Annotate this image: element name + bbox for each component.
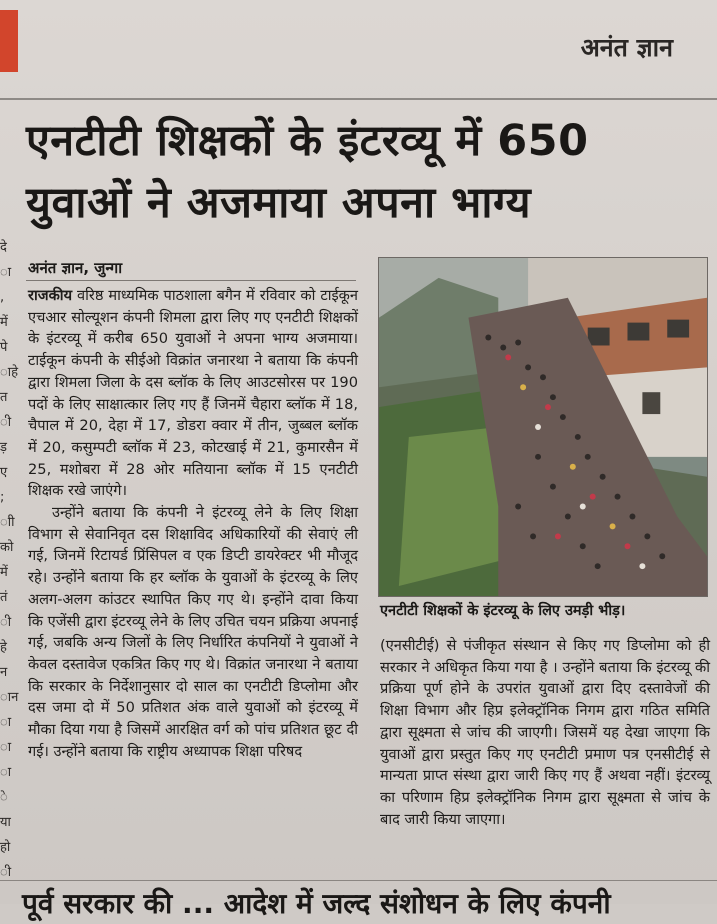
article-paragraph-2: उन्होंने बताया कि कंपनी ने इंटरव्यू लेने के लिए शिक्षा विभाग से सेवानिवृत दस शिक्षाविद अधिकारियों की सेवाएं ली गई, जिनमें रिटायर्ड प्रिंसिपल व एक डिप्टी डायरेक्टर भी मौजूद रहे। उन्होंने बताया कि हर ब्लॉक के युवाओं के इंटरव्यू के लिए अलग-अलग कांउटर स्थापित किए गए थे। इन्होंने दावा किया कि एजेंसी द्वारा इंटरव्यू लेने के लिए उचित चयन प्रक्रिया अपनाई गई, जबकि अन्य जिलों के लिए निर्धारित कंपनियों ने युवाओं ने केवल दस्तावेज एकत्रित किए गए थे। विक्रांत जनारथा ने बताया कि सरकार के निर्देशानुसार दो साल का एनटीटी डिप्लोमा और दस जमा दो में 50 प्रतिशत अंक वाले युवाओं को इंटरव्यू में मौका दिया गया है जिसमें आरक्षित वर्ग को पांच प्रतिशत छूट दी गई। उन्होंने बताया कि राष्ट्रीय अध्यापक शिक्षा परिषद <box>28 504 358 760</box>
article-paragraph-1 <box>28 285 358 502</box>
article-column-right <box>380 635 710 830</box>
header-rule <box>0 98 717 100</box>
bottom-rule <box>0 880 717 881</box>
byline-rule <box>26 280 356 281</box>
headline-line-1: एनटीटी शिक्षकों के इंटरव्यू में 650 <box>26 116 589 166</box>
article-column-left <box>28 285 358 762</box>
paragraph-1-text: वरिष्ठ माध्यमिक पाठशाला बगैन में रविवार को टाईकून एचआर सोल्यूशन कंपनी शिमला द्वारा लिए गए एनटीटी शिक्षकों के इंटरव्यू में करीब 650 युवाओं ने अपना भाग्य अजमाया। टाईकून कंपनी के सीईओ विक्रांत जनारथा ने बताया कि कंपनी द्वारा शिमला जिला के दस ब्लॉक के लिए आउटसोरस पर 190 पदों के लिए साक्षात्कार लिए गए हैं जिनमें चैहारा ब्लॉक में 18, चैपाल में 20, देहा में 17, डोडरा क्वार में तीन, जुब्बल ब्लॉक में 20, कसुम्पटी ब्लॉक में 23, कोटखाई में 21, कुमारसैन में 25, मशोबरा में 28 ओर मतियाना ब्लॉक में 15 एनटीटी शिक्षक रखे जाएंगे। <box>28 287 358 500</box>
crowd-photo <box>378 257 708 597</box>
photo-caption: एनटीटी शिक्षकों के इंटरव्यू के लिए उमड़ी भीड़। <box>380 603 626 619</box>
section-color-tab <box>0 10 18 72</box>
headline <box>26 110 716 234</box>
adjacent-column-fragment: दे ा , में पे ाहे त ी ड़ ए ; ाी को में तं ी हे न ान ा ा ा े या हो ी <box>0 240 19 880</box>
next-headline-fragment: पूर्व सरकार की ... आदेश में जल्द संशोधन के लिए कंपनी <box>22 887 611 920</box>
headline-line-2: युवाओं ने अजमाया अपना भाग्य <box>26 178 532 228</box>
section-label: अनंत ज्ञान <box>580 33 673 62</box>
article-paragraph-3: (एनसीटीई) से पंजीकृत संस्थान से किए गए डिप्लोमा को ही सरकार ने अधिकृत किया गया है । उन्होंने बताया कि इंटरव्यू की प्रक्रिया पूर्ण होने के उपरांत युवाओं द्वारा दिए दस्तावेजों की शिक्षा विभाग और हिप्र इलेक्ट्रॉनिक निगम द्वारा गठित समिति द्वारा सूक्ष्मता से जांच की जाएगी। जिसमें यह देखा जाएगा कि युवाओं द्वारा प्रस्तुत किए गए एनटीटी प्रमाण पत्र एनसीटीई से मान्यता प्राप्त संस्था द्वारा जारी किए गए हैं अथवा नहीं। इंटरव्यू का परिणाम हिप्र इलेक्ट्रॉनिक निगम द्वारा सूक्ष्मता से जांच के बाद जारी किया जाएगा। <box>380 637 710 828</box>
byline: अनंत ज्ञान, जुन्गा <box>28 259 123 277</box>
lead-word: राजकीय <box>28 287 73 304</box>
crowd-photo-image <box>379 258 707 596</box>
